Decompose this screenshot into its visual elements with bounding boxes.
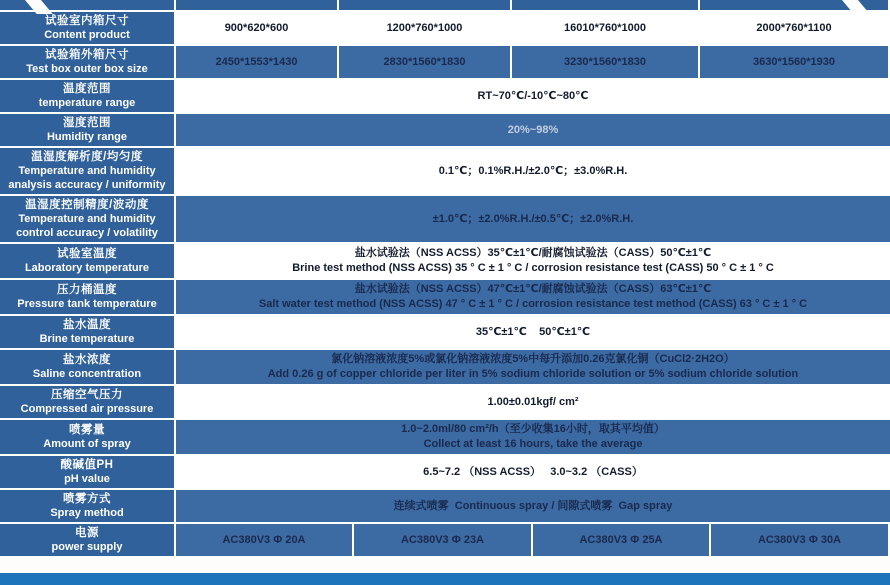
header-stub-cell <box>176 0 337 10</box>
row-header-label-en: Temperature and humidity analysis accuracy / uniformity <box>8 165 166 191</box>
row-header-label-en: pH value <box>64 473 110 485</box>
table-header-stub-row <box>0 0 890 10</box>
spec-value-text: 2830*1560*1830 <box>383 55 466 68</box>
row-header-label-zh: 压力桶温度 <box>57 284 117 296</box>
spec-value-cell <box>533 524 709 556</box>
row-humidity-range <box>0 114 890 146</box>
row-header-label-en: power supply <box>51 541 123 553</box>
row-header-power-supply <box>0 524 174 556</box>
spec-value-text: 16010*760*1000 <box>564 21 646 34</box>
spec-value-cell <box>512 46 698 78</box>
spec-value-text: RT~70℃/-10℃~80℃ <box>477 89 589 102</box>
spec-value-cell <box>512 12 698 44</box>
spec-value-text: Add 0.26 g of copper chloride per liter in 5% sodium chloride solution or 5% sodium chloride solution <box>267 368 799 380</box>
row-header-label-en: Spray method <box>50 507 124 519</box>
row-header-label-zh: 喷雾量 <box>69 424 105 436</box>
spec-value-cell <box>176 114 890 146</box>
row-laboratory-temperature <box>0 244 890 278</box>
spec-value-text: 20%~98% <box>507 123 559 136</box>
spec-value-cell <box>176 420 890 454</box>
row-header-label-en: Content product <box>44 29 130 41</box>
spec-value-text: 6.5~7.2 （NSS ACSS） 3.0~3.2 （CASS） <box>423 465 643 478</box>
row-header-label-zh: 温湿度解析度/均匀度 <box>31 151 143 163</box>
spec-value-text: AC380V3 Φ 25A <box>579 533 663 546</box>
row-header-label-zh: 试验室内箱尺寸 <box>45 15 129 27</box>
spec-value-text: AC380V3 Φ 23A <box>400 533 484 546</box>
row-header-humidity-range <box>0 114 174 146</box>
spec-value-cell <box>176 12 337 44</box>
row-header-label-en: Compressed air pressure <box>20 403 154 415</box>
row-header-compressed-air-pressure <box>0 386 174 418</box>
row-header-content-product <box>0 12 174 44</box>
spec-value-cell <box>176 490 890 522</box>
row-header-label-zh: 温度范围 <box>63 83 111 95</box>
row-compressed-air-pressure <box>0 386 890 418</box>
spec-value-cell <box>176 350 890 384</box>
spec-value-text: AC380V3 Φ 30A <box>757 533 841 546</box>
spec-value-text: 氯化钠溶液浓度5%或氯化钠溶液浓度5%中每升添加0.26克氯化铜（CuCl2·2H2O） <box>331 353 735 365</box>
row-header-analysis-accuracy <box>0 148 174 194</box>
spec-value-cell <box>700 12 888 44</box>
spec-value-text: 0.1℃；0.1%R.H./±2.0℃；±3.0%R.H. <box>438 164 628 177</box>
row-header-label-zh: 压缩空气压力 <box>51 389 123 401</box>
row-header-saline-concentration <box>0 350 174 384</box>
spec-value-text: Salt water test method (NSS ACSS) 47 ° C ± 1 ° C / corrosion resistance test method (CASS) 63 ° C ± 1 ° C <box>258 298 808 310</box>
row-spray-method <box>0 490 890 522</box>
spec-value-cell <box>176 46 337 78</box>
row-header-label-en: Temperature and humidity control accuracy / volatility <box>16 213 158 239</box>
spec-value-text: 1.0~2.0ml/80 cm²/h（至少收集16小时，取其平均值） <box>401 423 665 435</box>
row-header-label-zh: 电源 <box>75 527 99 539</box>
row-power-supply <box>0 524 890 556</box>
spec-value-text: Brine test method (NSS ACSS) 35 ° C ± 1 ° C / corrosion resistance test (CASS) 50 ° C ± 1 ° C <box>292 262 774 274</box>
row-header-label-zh: 喷雾方式 <box>63 493 111 505</box>
row-header-label-en: temperature range <box>38 97 136 109</box>
spec-value-text: ±1.0℃；±2.0%R.H./±0.5℃；±2.0%R.H. <box>432 212 634 225</box>
row-header-label-en: Humidity range <box>46 131 128 143</box>
spec-value-text: AC380V3 Φ 20A <box>222 533 306 546</box>
row-header-label-zh: 温湿度控制精度/波动度 <box>25 199 149 211</box>
row-temperature-range <box>0 80 890 112</box>
row-header-brine-temperature <box>0 316 174 348</box>
row-header-label-en: Laboratory temperature <box>24 262 150 274</box>
spec-value-cell <box>176 524 352 556</box>
row-header-label-en: Test box outer box size <box>26 63 148 75</box>
spec-value-cell <box>176 148 890 194</box>
spec-value-text: 3630*1560*1930 <box>753 55 835 68</box>
row-content-product <box>0 12 890 44</box>
row-ph-value <box>0 456 890 488</box>
spec-value-cell <box>354 524 531 556</box>
spec-value-text: 1200*760*1000 <box>386 21 463 34</box>
row-analysis-accuracy <box>0 148 890 194</box>
row-header-temperature-range <box>0 80 174 112</box>
row-header-label-en: Amount of spray <box>43 438 131 450</box>
row-header-control-accuracy <box>0 196 174 242</box>
row-outer-box-size <box>0 46 890 78</box>
spec-value-text: 盐水试验法（NSS ACSS）35℃±1℃/耐腐蚀试验法（CASS）50℃±1℃ <box>354 247 712 259</box>
row-brine-temperature <box>0 316 890 348</box>
row-header-spray-method <box>0 490 174 522</box>
row-control-accuracy <box>0 196 890 242</box>
spec-value-cell <box>176 196 890 242</box>
spec-value-text: 连续式喷雾 Continuous spray / 间隙式喷雾 Gap spray <box>393 499 673 512</box>
spec-value-text: 3230*1560*1830 <box>564 55 646 68</box>
spec-value-cell <box>176 280 890 314</box>
spec-value-text: Collect at least 16 hours, take the average <box>423 438 643 450</box>
bottom-ribbon <box>0 573 890 585</box>
row-pressure-tank-temperature <box>0 280 890 314</box>
row-header-label-zh: 湿度范围 <box>63 117 111 129</box>
row-header-label-zh: 试验室温度 <box>57 248 117 260</box>
row-header-outer-box-size <box>0 46 174 78</box>
row-header-label-en: Brine temperature <box>39 333 135 345</box>
spec-value-text: 盐水试验法（NSS ACSS）47℃±1℃/耐腐蚀试验法（CASS）63℃±1℃ <box>354 283 712 295</box>
spec-value-cell <box>176 316 890 348</box>
row-header-laboratory-temperature <box>0 244 174 278</box>
spec-value-text: 900*620*600 <box>224 21 289 34</box>
spec-value-cell <box>176 244 890 278</box>
row-header-label-en: Pressure tank temperature <box>17 298 157 310</box>
row-saline-concentration <box>0 350 890 384</box>
row-amount-of-spray <box>0 420 890 454</box>
row-header-label-zh: 盐水温度 <box>63 319 111 331</box>
row-header-pressure-tank-temperature <box>0 280 174 314</box>
row-header-amount-of-spray <box>0 420 174 454</box>
row-header-label-en: Saline concentration <box>32 368 142 380</box>
row-header-label-zh: 酸碱值PH <box>60 459 114 471</box>
spec-value-cell <box>176 80 890 112</box>
row-header-label-zh: 试验箱外箱尺寸 <box>45 49 129 61</box>
row-header-ph-value <box>0 456 174 488</box>
row-header-label-zh: 盐水浓度 <box>63 354 111 366</box>
spec-value-text: 1.00±0.01kgf/ cm² <box>487 395 579 408</box>
spec-value-cell <box>176 386 890 418</box>
spec-value-text: 2450*1553*1430 <box>215 55 298 68</box>
spec-value-cell <box>339 46 510 78</box>
spec-value-cell <box>339 12 510 44</box>
spec-value-cell <box>176 456 890 488</box>
spec-value-text: 35℃±1℃ 50℃±1℃ <box>475 325 591 338</box>
spec-value-cell <box>700 46 888 78</box>
header-stub-cell <box>339 0 510 10</box>
spec-value-text: 2000*760*1100 <box>756 21 832 34</box>
header-stub-cell <box>512 0 698 10</box>
spec-value-cell <box>711 524 888 556</box>
